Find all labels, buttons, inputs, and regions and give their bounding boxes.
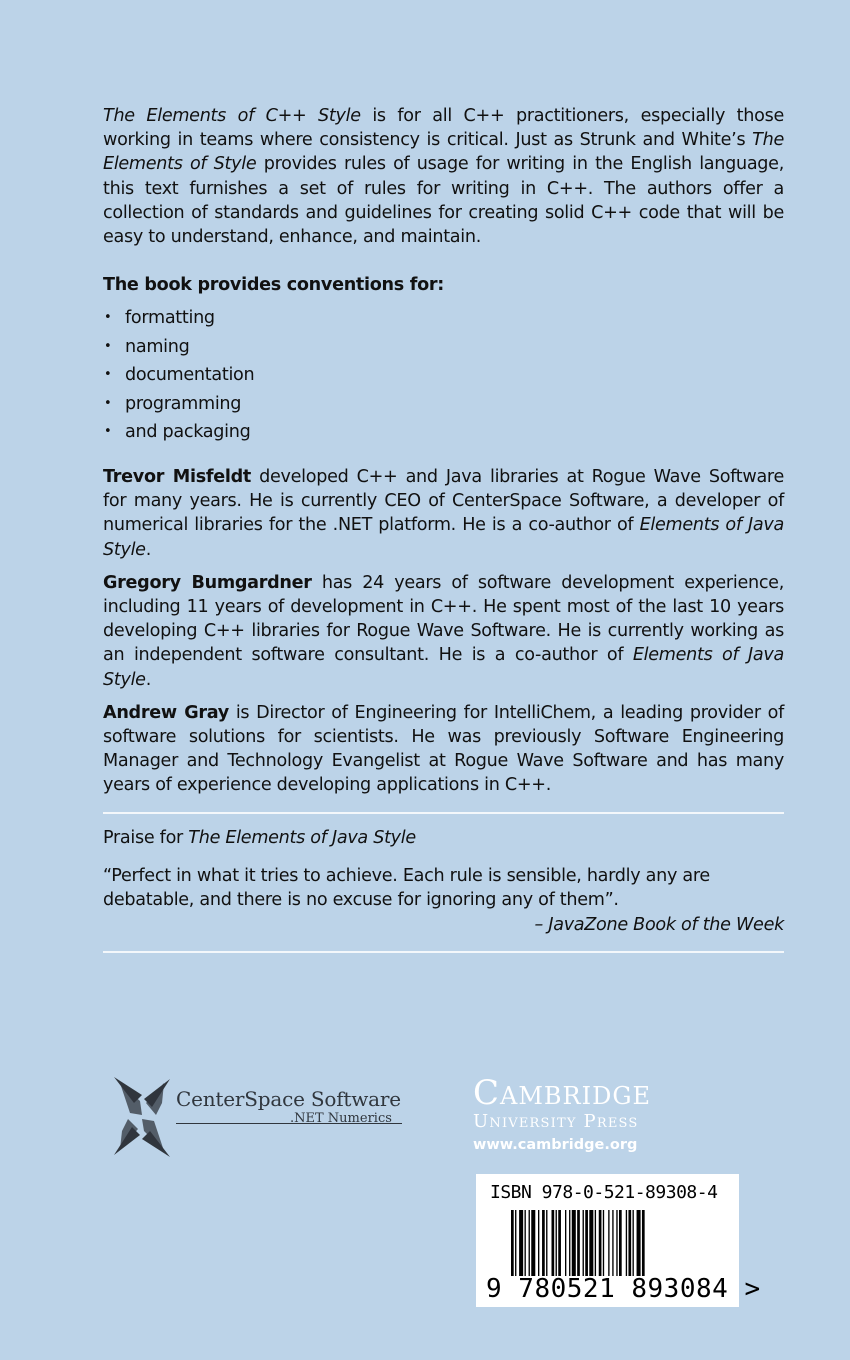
praise-book-title: The Elements of Java Style: [188, 827, 416, 848]
barcode-bar: [538, 1210, 539, 1276]
bullet-icon: •: [104, 310, 112, 326]
barcode-bar: [619, 1210, 622, 1276]
bullet-icon: •: [104, 424, 112, 440]
author-bio-gray: [103, 701, 784, 798]
author-bio-text: is Director of Engineering for IntelliChem, a leading provider of software solutions for scientists. He was previously Software Engineering Manager and Technology Evangelist at Rogue Wave Software and has many years of experience developing applications in C++.: [103, 702, 785, 796]
barcode-bar: [589, 1210, 593, 1276]
intro-text-2: provides rules of usage for writing in the English language, this text furnishes a set of rules for writing in C++. The authors offer a collection of standards and guidelines for creating solid C++ code that will be easy to understand, enhance, and maintain.: [103, 154, 784, 248]
barcode-bar: [633, 1210, 634, 1276]
centerspace-name: CenterSpace Software: [176, 1087, 401, 1111]
barcode-bar: [628, 1210, 631, 1276]
conventions-item-label: naming: [125, 336, 190, 357]
conventions-item: [103, 333, 784, 362]
praise-attribution: – JavaZone Book of the Week: [534, 915, 784, 936]
divider: [103, 951, 784, 953]
author-bio-end: .: [145, 539, 151, 560]
bullet-icon: •: [104, 395, 112, 411]
barcode-bar: [515, 1210, 516, 1276]
intro-reference-title: The Elements of Style: [103, 130, 784, 175]
author-bio-end: .: [145, 669, 151, 690]
publisher-url: www.cambridge.org: [473, 1137, 638, 1153]
conventions-item: [103, 304, 784, 333]
barcode-bar: [595, 1210, 596, 1276]
author-bio-misfeldt: [103, 465, 784, 562]
isbn-barcode: [476, 1174, 761, 1307]
barcode-bar: [556, 1210, 557, 1276]
publisher-block: [473, 1073, 763, 1153]
barcode-bar: [519, 1210, 523, 1276]
divider: [103, 812, 784, 814]
author-name: Trevor Misfeldt: [103, 466, 251, 487]
barcode-bar: [637, 1210, 641, 1276]
bullet-icon: •: [104, 367, 112, 383]
barcode-bar: [626, 1210, 627, 1276]
centerspace-pinwheel-icon: [112, 1073, 172, 1159]
barcode-bars: [511, 1210, 711, 1276]
barcode-bar: [603, 1210, 604, 1276]
praise-heading-text: Praise for: [103, 827, 189, 848]
conventions-list: [103, 304, 784, 447]
author-book-title: Elements of Java Style: [103, 645, 784, 690]
conventions-item: [103, 418, 784, 447]
conventions-item: [103, 390, 784, 419]
conventions-item-label: programming: [125, 393, 242, 414]
centerspace-tagline: .NET Numerics: [290, 1111, 392, 1126]
barcode-bar: [599, 1210, 602, 1276]
barcode-bar: [531, 1210, 535, 1276]
barcode-bar: [511, 1210, 514, 1276]
publisher-subtitle: [473, 1111, 763, 1133]
barcode-bar: [583, 1210, 584, 1276]
publisher-name: [473, 1073, 763, 1113]
author-bio-text: has 24 years of software development experience, including 11 years of development in C++. He spent most of the last 10 years developing C++ libraries for Rogue Wave Software. He is currently working as an independent software consultant. He is a co-author of: [103, 572, 785, 666]
bullet-icon: •: [104, 338, 112, 354]
intro-book-title: The Elements of C++ Style: [103, 106, 361, 126]
barcode-bar: [572, 1210, 576, 1276]
barcode-bar: [616, 1210, 617, 1276]
praise-quote: “Perfect in what it tries to achieve. Each rule is sensible, hardly any are debatable, and there is no excuse for ignoring any of them”.: [103, 865, 710, 910]
ean-digits: 9 780521 893084 >: [486, 1274, 761, 1304]
author-name: Andrew Gray: [103, 702, 229, 723]
author-book-title: Elements of Java Style: [103, 515, 784, 560]
barcode-bar: [529, 1210, 530, 1276]
barcode-bar: [552, 1210, 555, 1276]
author-bio-bumgardner: [103, 571, 784, 692]
barcode-bar: [558, 1210, 561, 1276]
barcode-bar: [546, 1210, 547, 1276]
publisher-name-text: Cambridge: [473, 1073, 652, 1113]
barcode-bar: [565, 1210, 566, 1276]
barcode-bar: [585, 1210, 588, 1276]
author-name: Gregory Bumgardner: [103, 572, 312, 593]
barcode-bar: [569, 1210, 570, 1276]
praise-heading: [103, 826, 784, 850]
barcode-bar: [542, 1210, 545, 1276]
barcode-bar: [525, 1210, 526, 1276]
isbn-label: ISBN 978-0-521-89308-4: [490, 1182, 718, 1203]
intro-paragraph: [103, 104, 784, 249]
barcode-bar: [577, 1210, 580, 1276]
conventions-item-label: and packaging: [125, 422, 251, 443]
conventions-item-label: documentation: [125, 365, 255, 386]
back-cover-text: [103, 104, 784, 953]
barcode-bar: [608, 1210, 609, 1276]
centerspace-logo: [112, 1073, 412, 1163]
barcode-bar: [642, 1210, 645, 1276]
publisher-subtitle-text: University Press: [473, 1111, 639, 1132]
author-bio-text: developed C++ and Java libraries at Rogue Wave Software for many years. He is currently CEO of CenterSpace Software, a developer of numerical libraries for the .NET platform. He is a co-author of: [103, 466, 784, 536]
intro-text-1: is for all C++ practitioners, especially those working in teams where consistency is critical. Just as Strunk and White’s: [103, 106, 784, 151]
barcode-bar: [612, 1210, 613, 1276]
conventions-item-label: formatting: [125, 308, 215, 329]
conventions-item: [103, 361, 784, 390]
conventions-heading: The book provides conventions for:: [103, 275, 445, 296]
